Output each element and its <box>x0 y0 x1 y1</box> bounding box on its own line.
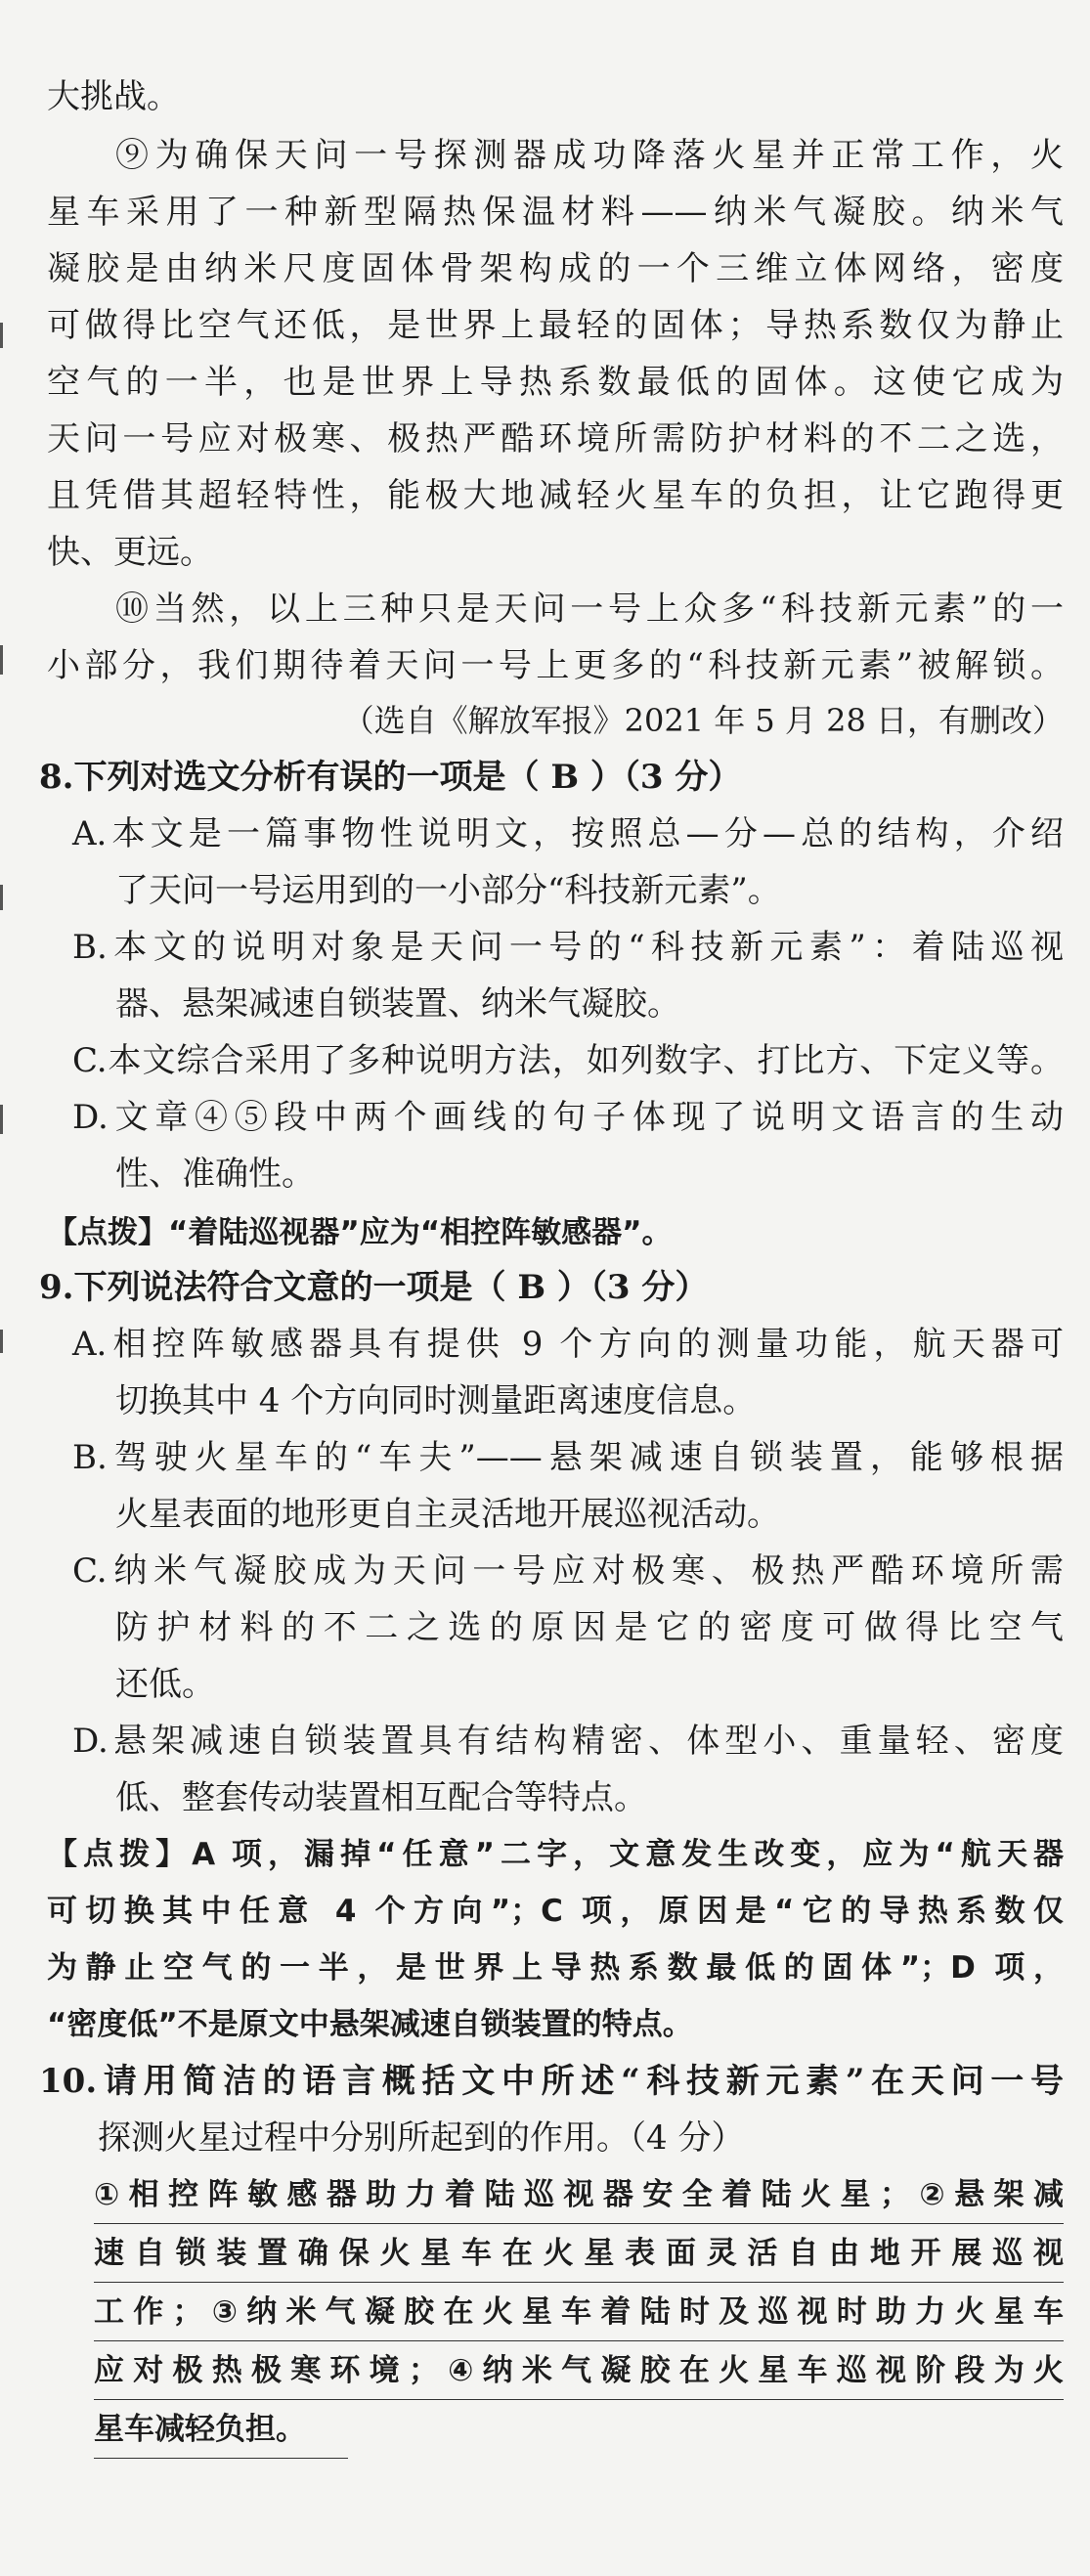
answer-line: 速自锁装置确保火星车在火星表面灵活自由地开展巡视 <box>94 2225 1064 2283</box>
text-line: 大挑战。 <box>47 77 180 116</box>
option-c: C.纳米气凝胶成为天问一号应对极寒、极热严酷环境所需 <box>72 1551 1064 1591</box>
text-line: 小部分，我们期待着天问一号上更多的“科技新元素”被解锁。 <box>47 646 1064 685</box>
option-d: D.悬架减速自锁装置具有结构精密、体型小、重量轻、密度 <box>72 1722 1064 1761</box>
text-line: 凝胶是由纳米尺度固体骨架构成的一个三维立体网络，密度 <box>47 249 1064 288</box>
question-8: 8.下列对选文分析有误的一项是（ B ）（3 分） <box>39 758 742 797</box>
tip-9-cont: “密度低”不是原文中悬架减速自锁装置的特点。 <box>47 2007 693 2042</box>
tip-8: 【点拨】“着陆巡视器”应为“相控阵敏感器”。 <box>47 1215 673 1250</box>
text-line: 快、更远。 <box>47 533 213 572</box>
text-line: 空气的一半，也是世界上导热系数最低的固体。这使它成为 <box>47 363 1064 402</box>
option-d-cont: 性、准确性。 <box>115 1155 315 1194</box>
question-10-cont: 探测火星过程中分别所起到的作用。（4 分） <box>98 2118 745 2158</box>
option-a-cont: 了天问一号运用到的一小部分“科技新元素”。 <box>115 871 781 910</box>
option-c-cont: 还低。 <box>115 1665 215 1704</box>
text-line: 星车采用了一种新型隔热保温材料——纳米气凝胶。纳米气 <box>47 193 1064 232</box>
option-d: D.文章④⑤段中两个画线的句子体现了说明文语言的生动 <box>72 1098 1064 1137</box>
option-a: A.本文是一篇事物性说明文，按照总—分—总的结构，介绍 <box>72 814 1064 853</box>
text-line: 天问一号应对极寒、极热严酷环境所需防护材料的不二之选， <box>47 419 1064 458</box>
text-line: ⑩当然，以上三种只是天问一号上众多“科技新元素”的一 <box>115 589 1064 629</box>
tip-9: 【点拨】A 项，漏掉“任意”二字，文意发生改变，应为“航天器 <box>47 1837 1064 1872</box>
option-d-cont: 低、整套传动装置相互配合等特点。 <box>115 1778 647 1817</box>
source-citation: （选自《解放军报》2021 年 5 月 28 日，有删改） <box>342 702 1064 739</box>
option-b: B.本文的说明对象是天问一号的“科技新元素”：着陆巡视 <box>72 928 1064 967</box>
text-line: ⑨为确保天问一号探测器成功降落火星并正常工作，火 <box>115 136 1064 175</box>
tip-9-cont: 可切换其中任意 4 个方向”；C 项，原因是“它的导热系数仅 <box>47 1894 1064 1929</box>
option-c: C.本文综合采用了多种说明方法，如列数字、打比方、下定义等。 <box>72 1041 1064 1080</box>
answer-line: 工作；③纳米气凝胶在火星车着陆时及巡视时助力火星车 <box>94 2284 1064 2341</box>
option-c-cont: 防护材料的不二之选的原因是它的密度可做得比空气 <box>115 1608 1064 1647</box>
option-b-cont: 火星表面的地形更自主灵活地开展巡视活动。 <box>115 1495 780 1534</box>
question-10: 10.请用简洁的语言概括文中所述“科技新元素”在天问一号 <box>39 2062 1064 2101</box>
text-line: 可做得比空气还低，是世界上最轻的固体；导热系数仅为静止 <box>47 306 1064 345</box>
option-b: B.驾驶火星车的“车夫”——悬架减速自锁装置，能够根据 <box>72 1438 1064 1477</box>
option-b-cont: 器、悬架减速自锁装置、纳米气凝胶。 <box>115 984 680 1024</box>
text-line: 且凭借其超轻特性，能极大地减轻火星车的负担，让它跑得更 <box>47 476 1064 515</box>
question-9: 9.下列说法符合文意的一项是（ B ）（3 分） <box>39 1268 709 1307</box>
answer-line: 星车减轻负担。 <box>94 2401 348 2459</box>
answer-line: 应对极热极寒环境；④纳米气凝胶在火星车巡视阶段为火 <box>94 2342 1064 2400</box>
option-a: A.相控阵敏感器具有提供 9 个方向的测量功能，航天器可 <box>72 1325 1064 1364</box>
tip-9-cont: 为静止空气的一半，是世界上导热系数最低的固体”；D 项， <box>47 1950 1064 1986</box>
answer-line: ①相控阵敏感器助力着陆巡视器安全着陆火星；②悬架减 <box>94 2166 1064 2224</box>
option-a-cont: 切换其中 4 个方向同时测量距离速度信息。 <box>115 1381 757 1420</box>
